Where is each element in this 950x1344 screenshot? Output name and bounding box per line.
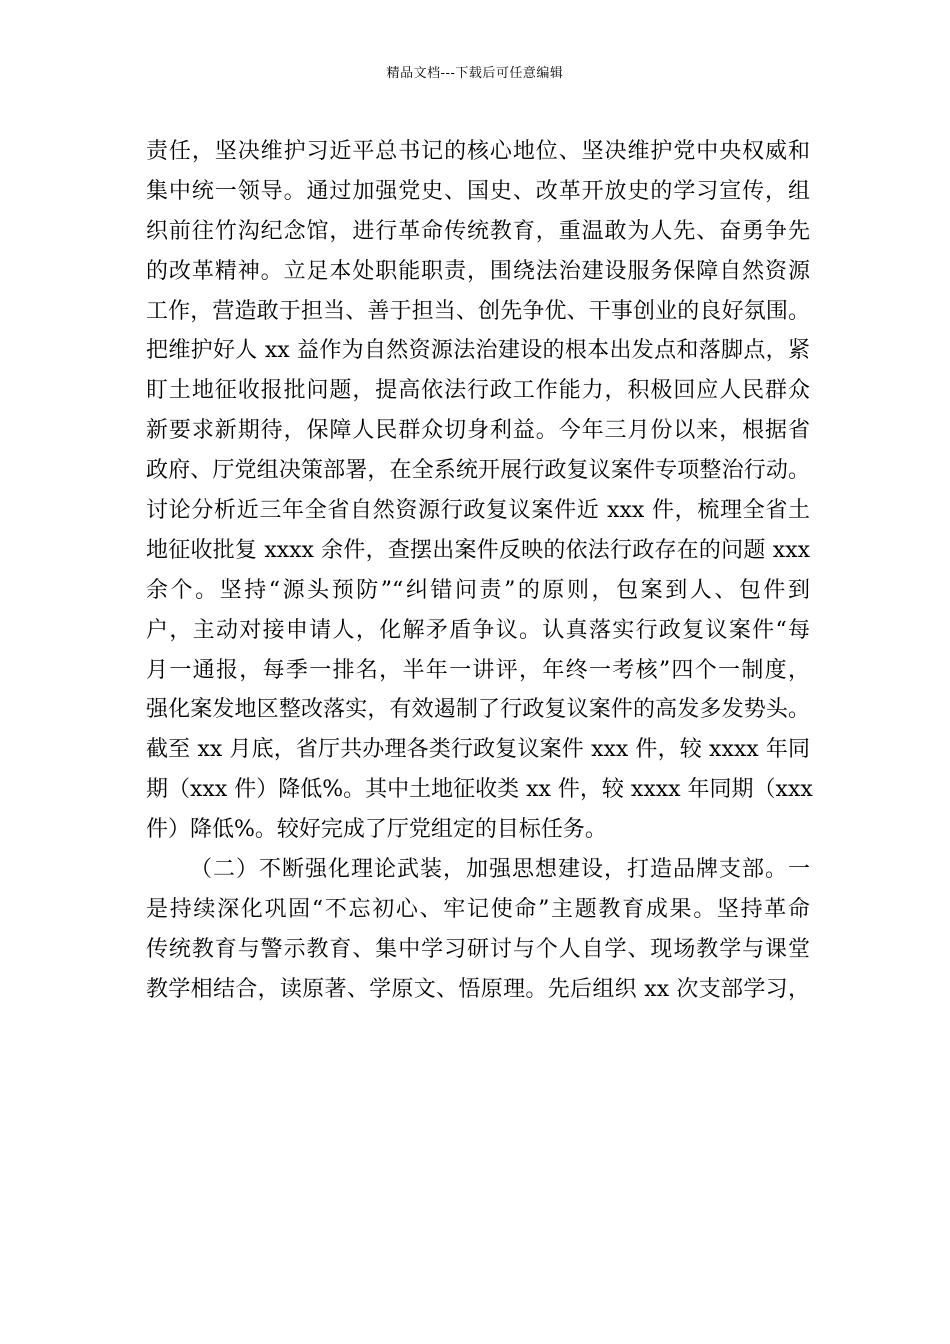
text-line: 教学相结合，读原著、学原文、悟原理。先后组织 xx 次支部学习，: [146, 976, 810, 1002]
text-line: 政府、厅党组决策部署，在全系统开展行政复议案件专项整治行动。: [146, 458, 810, 484]
text-line: 集中统一领导。通过加强党史、国史、改革开放史的学习宣传，组: [146, 178, 810, 204]
text-line: 户，主动对接申请人，化解矛盾争议。认真落实行政复议案件“每: [146, 617, 810, 643]
text-line: 期（xxx 件）降低%。其中土地征收类 xx 件，较 xxxx 年同期（xxx: [146, 777, 813, 803]
text-line: 新要求新期待，保障人民群众切身利益。今年三月份以来，根据省: [146, 418, 810, 444]
text-line: 截至 xx 月底，省厅共办理各类行政复议案件 xxx 件，较 xxxx 年同: [146, 737, 810, 763]
paragraph-2: [146, 850, 810, 1010]
text-line: 讨论分析近三年全省自然资源行政复议案件近 xxx 件，梳理全省土: [146, 498, 810, 524]
text-line: 件）降低%。较好完成了厅党组定的目标任务。: [146, 817, 607, 843]
page-header: 精品文档---下载后可任意编辑: [386, 66, 564, 81]
text-line: 盯土地征收报批问题，提高依法行政工作能力，积极回应人民群众: [146, 378, 810, 404]
text-line: 织前往竹沟纪念馆，进行革命传统教育，重温敢为人先、奋勇争先: [146, 218, 810, 244]
text-line: 地征收批复 xxxx 余件，查摆出案件反映的依法行政存在的问题 xxx: [146, 537, 810, 563]
paragraph-1: [146, 132, 813, 850]
text-line: 传统教育与警示教育、集中学习研讨与个人自学、现场教学与课堂: [146, 936, 810, 962]
document-body: [146, 132, 813, 1010]
text-line: 的改革精神。立足本处职能职责，围绕法治建设服务保障自然资源: [146, 258, 810, 284]
text-line: 余个。坚持“源头预防”“纠错问责”的原则，包案到人、包件到: [146, 577, 810, 603]
text-line: 责任，坚决维护习近平总书记的核心地位、坚决维护党中央权威和: [146, 139, 810, 164]
text-line: 把维护好人 xx 益作为自然资源法治建设的根本出发点和落脚点，紧: [146, 338, 810, 364]
text-line: 月一通报，每季一排名，半年一讲评，年终一考核”四个一制度，: [146, 657, 810, 683]
text-line: 是持续深化巩固“不忘初心、牢记使命”主题教育成果。坚持革命: [146, 896, 810, 922]
text-line: 工作，营造敢于担当、善于担当、创先争优、干事创业的良好氛围。: [146, 298, 810, 324]
text-line: 强化案发地区整改落实，有效遏制了行政复议案件的高发多发势头。: [146, 697, 810, 723]
text-line: （二）不断强化理论武装，加强思想建设，打造品牌支部。一: [190, 857, 810, 883]
